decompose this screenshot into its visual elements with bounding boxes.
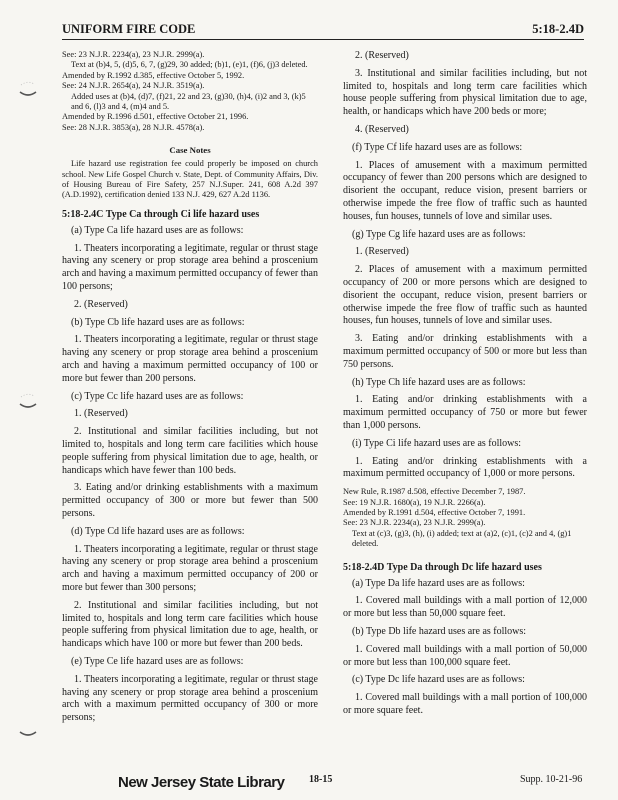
paragraph: 2. (Reserved)	[355, 50, 409, 61]
history-line: See: 23 N.J.R. 2234(a), 23 N.J.R. 2999(a).	[62, 50, 205, 59]
source-history	[62, 50, 318, 133]
subsection-intro: (i) Type Ci life hazard uses are as follows:	[352, 437, 522, 449]
binder-hole-mark	[18, 392, 38, 410]
paragraph: 1. Places of amusement with a maximum permitted occupancy of fewer than 200 persons which are designed to disorient the occupant, reduce vision, present barriers or otherwise impede the free flow of traffic such as haunted houses, fun houses, tunnels of love and similar uses.	[343, 159, 587, 222]
paragraph: 1. Theaters incorporating a legitimate, regular or thrust stage having any scenery or prop storage area behind a proscenium arch with a maximum permitted occupancy of 300 or more persons;	[62, 673, 318, 724]
paragraph: 3. Eating and/or drinking establishments with a maximum permitted occupancy of 500 or more but less than 750 persons.	[343, 333, 587, 370]
page-number: 18-15	[309, 774, 333, 785]
paragraph: 2. (Reserved)	[74, 298, 128, 310]
running-header	[62, 17, 584, 40]
history-line: Text at (c)3, (g)3, (h), (i) added; text at (a)2, (c)1, (c)2 and 4, (g)1 deleted.	[352, 528, 572, 549]
subsection-intro: (b) Type Cb life hazard uses are as follows:	[71, 316, 245, 328]
subsection-intro: (c) Type Cc life hazard uses are as follows:	[71, 390, 244, 402]
paragraph: 1. Covered mall buildings with a mall portion of 12,000 or more but less than 50,000 square feet.	[343, 595, 587, 620]
paragraph: 1. Theaters incorporating a legitimate, regular or thrust stage having any scenery or prop storage area behind a proscenium arch and having a maximum permitted occupancy of 100 or more but fewer than 200 persons.	[62, 334, 318, 384]
history-line: New Rule, R.1987 d.508, effective December 7, 1987.	[343, 487, 526, 497]
subsection-intro: (c) Type Dc life hazard uses are as follows:	[352, 674, 525, 686]
history-line: Amended by R.1996 d.501, effective October 21, 1996.	[62, 112, 249, 122]
paragraph: 1. (Reserved)	[355, 246, 409, 258]
paragraph: 1. Covered mall buildings with a mall portion of 100,000 or more square feet.	[343, 692, 587, 716]
history-line: See: 23 N.J.R. 2234(a), 23 N.J.R. 2999(a).	[343, 518, 486, 528]
section-heading: 5:18-2.4D Type Da through Dc life hazard uses	[343, 561, 542, 573]
source-history	[343, 487, 587, 549]
paragraph: 3. Institutional and similar facilities including, but not limited to, hospitals and long term care facilities which house people suffering from physical limitation due to age, health, or handicaps which have 200 beds or more;	[343, 67, 587, 118]
history-line: See: 19 N.J.R. 1680(a), 19 N.J.R. 2266(a).	[343, 497, 486, 507]
subsection-intro: (d) Type Cd life hazard uses are as follows:	[71, 525, 245, 537]
binder-hole-mark	[18, 720, 38, 738]
left-column	[62, 50, 318, 729]
paragraph: 1. Theaters incorporating a legitimate, regular or thrust stage having any scenery or prop storage area behind a proscenium arch and having a maximum permitted occupancy of fewer than 100 persons;	[62, 242, 318, 293]
paragraph: 2. Places of amusement with a maximum permitted occupancy of 200 or more persons which are designed to disorient the occupant, reduce vision, present barriers or otherwise impede the free flow of traffic such as haunted houses, fun houses, tunnels of love and similar uses.	[343, 264, 587, 327]
history-line: See: 28 N.J.R. 3853(a), 28 N.J.R. 4578(a).	[62, 122, 205, 132]
header-section: 5:18-2.4D	[532, 22, 584, 36]
subsection-intro: (h) Type Ch life hazard uses are as follows:	[352, 376, 526, 388]
paragraph: 1. Covered mall buildings with a mall portion of 50,000 or more but less than 100,000 square feet.	[343, 643, 587, 668]
case-notes-text: Life hazard use registration fee could properly be imposed on church school. New Life Gospel Church v. State, Dept. of Community Affairs, Div. of Housing Bureau of Fire Safety, 257 N.J.Super. 241, 608 A.2d 397 (A.D.1992), certification denied 133 N.J. 429, 627 A.2d 1136.	[62, 159, 318, 200]
subsection-intro: (e) Type Ce life hazard uses are as follows:	[71, 655, 244, 667]
library-stamp: New Jersey State Library	[118, 774, 285, 791]
supplement-date: Supp. 10-21-96	[520, 774, 583, 785]
history-line: Added uses at (b)4, (d)7, (f)21, 22 and 23, (g)30, (h)4, (i)2 and 3, (k)5 and 6, (l)3 and 4, (m)4 and 5.	[71, 91, 306, 112]
section-heading: 5:18-2.4C Type Ca through Ci life hazard uses	[62, 208, 260, 220]
header-title: UNIFORM FIRE CODE	[62, 22, 196, 36]
history-line: Amended by R.1992 d.385, effective October 5, 1992.	[62, 70, 245, 80]
history-line: Text at (b)4, 5, (d)5, 6, 7, (g)29, 30 added; (b)1, (e)1, (f)6, (j)3 deleted.	[71, 60, 308, 70]
subsection-intro: (f) Type Cf life hazard uses are as follows:	[352, 141, 523, 153]
paragraph: 1. Eating and/or drinking establishments with a maximum permitted occupancy of 750 or more but fewer than 1,000 persons.	[343, 394, 587, 431]
history-line: See: 24 N.J.R. 2654(a), 24 N.J.R. 3519(a).	[62, 81, 205, 91]
case-notes-heading: Case Notes	[169, 145, 211, 156]
subsection-intro: (a) Type Ca life hazard uses are as follows:	[71, 224, 244, 236]
paragraph: 1. Theaters incorporating a legitimate, regular or thrust stage having any scenery or prop storage area behind a proscenium arch and having a maximum permitted occupancy of 200 or more but fewer than 300 persons;	[62, 543, 318, 593]
paragraph: 3. Eating and/or drinking establishments with a maximum permitted occupancy of 300 or more but fewer than 500 persons.	[62, 482, 318, 520]
paragraph: 2. Institutional and similar facilities including, but not limited to, hospitals and long term care facilities which house people suffering from physical limitation due to age, health, or handicaps which have fewer than 100 beds.	[62, 426, 318, 476]
binder-hole-mark	[18, 80, 38, 98]
paragraph: 1. Eating and/or drinking establishments with a maximum permitted occupancy of 1,000 or more persons.	[343, 455, 587, 480]
paragraph: 4. (Reserved)	[355, 123, 409, 135]
subsection-intro: (a) Type Da life hazard uses are as follows:	[352, 577, 525, 589]
paragraph: 2. Institutional and similar facilities including, but not limited to, hospitals and long term care facilities which house people suffering from physical limitation due to age, health, or handicaps which have 100 or more but fewer than 200 beds.	[62, 599, 318, 650]
right-column	[343, 50, 587, 722]
subsection-intro: (b) Type Db life hazard uses are as follows:	[352, 625, 527, 637]
paragraph: 1. (Reserved)	[74, 408, 128, 420]
history-line: Amended by R.1991 d.504, effective October 7, 1991.	[343, 507, 526, 517]
subsection-intro: (g) Type Cg life hazard uses are as follows:	[352, 228, 526, 240]
